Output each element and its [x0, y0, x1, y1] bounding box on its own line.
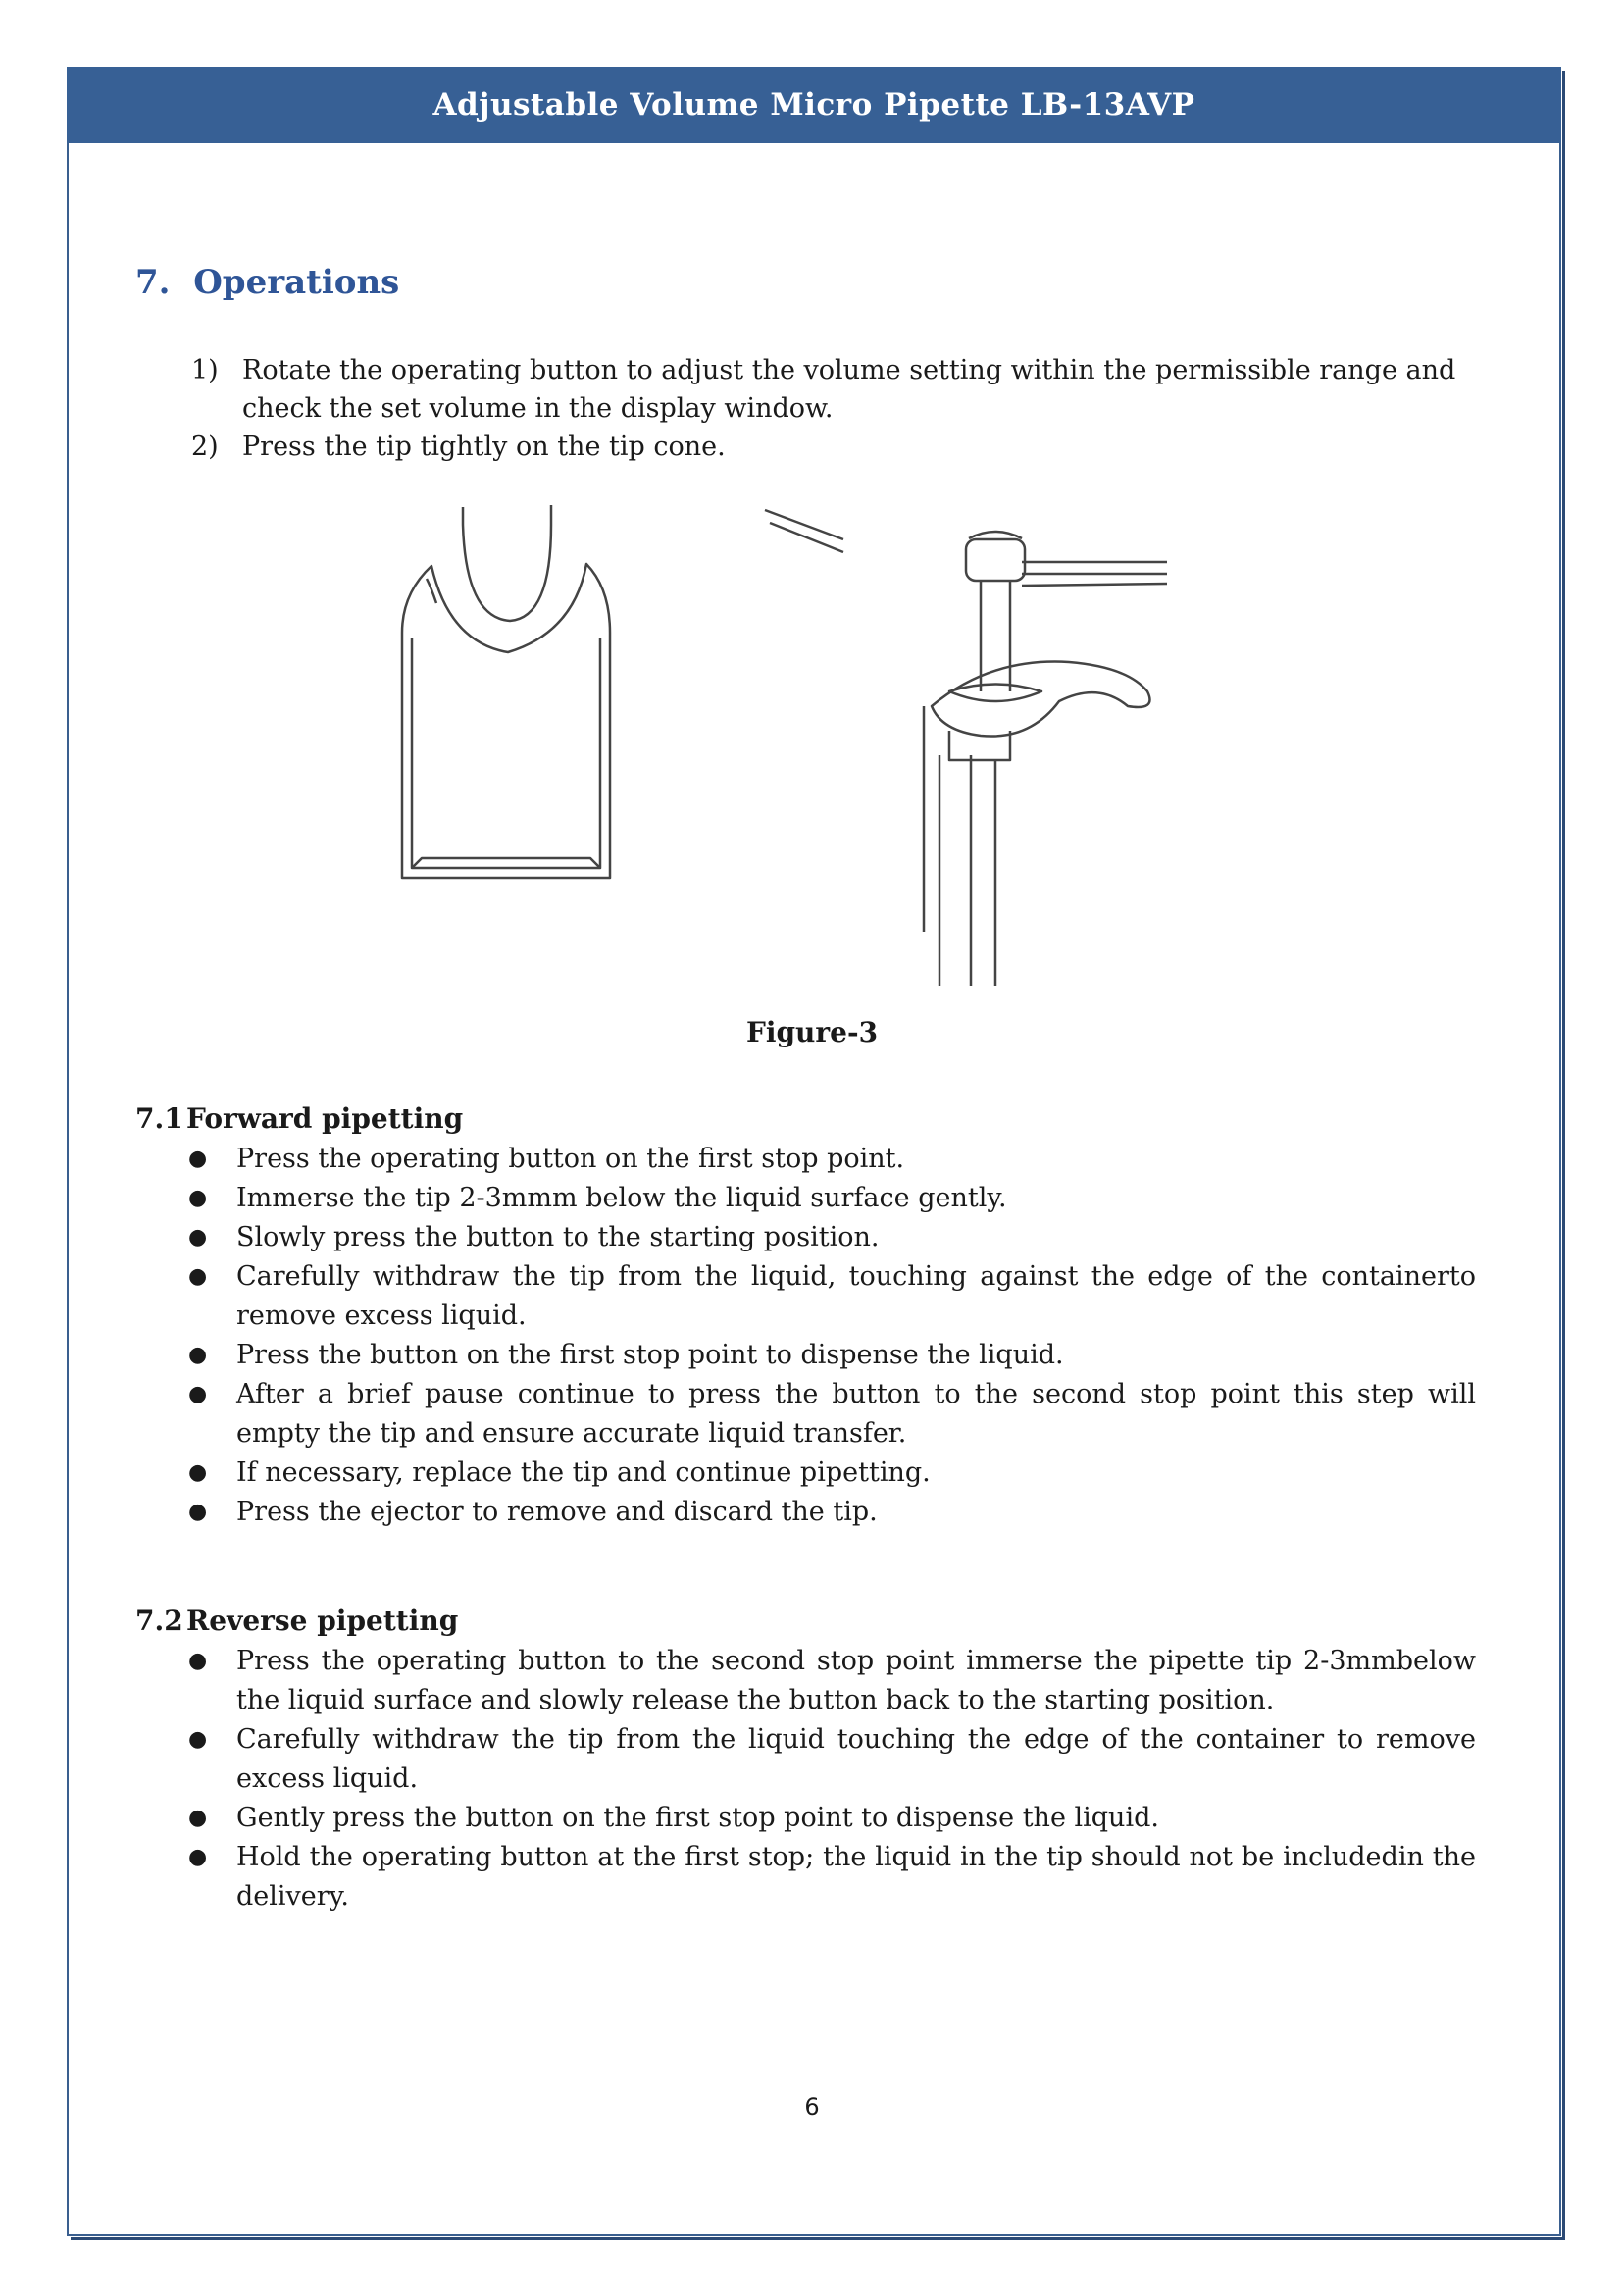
list-item-text: Hold the operating button at the first stop; the liquid in the tip should not be includedin the delivery. — [236, 1842, 1476, 1912]
bullet-icon: ● — [188, 1343, 208, 1367]
bullet-icon: ● — [188, 1806, 208, 1830]
header-title: Adjustable Volume Micro Pipette LB-13AVP — [432, 87, 1195, 123]
bullet-icon: ● — [188, 1649, 208, 1673]
subsection-number: 7.2 — [135, 1605, 183, 1637]
list-item-text: Press the operating button on the first stop point. — [236, 1144, 905, 1174]
list-item — [186, 1257, 1476, 1336]
step-text: Rotate the operating button to adjust the volume setting within the permissible range and check the set volume in the display window. — [242, 355, 1456, 424]
list-item-text: If necessary, replace the tip and continue pipetting. — [236, 1457, 931, 1488]
step-item — [191, 351, 1466, 428]
bullet-icon: ● — [188, 1845, 208, 1869]
subsection-heading-reverse — [135, 1605, 458, 1637]
list-item — [186, 1493, 1476, 1532]
list-item — [186, 1179, 1476, 1218]
list-item-text: Immerse the tip 2-3mmm below the liquid surface gently. — [236, 1183, 1007, 1213]
operation-steps — [191, 351, 1466, 466]
list-item — [186, 1838, 1476, 1916]
list-item — [186, 1454, 1476, 1493]
bullet-icon: ● — [188, 1382, 208, 1406]
header-bar — [67, 67, 1561, 143]
list-item-text: Press the operating button to the second stop point immerse the pipette tip 2-3mmbelow the liquid surface and slowly release the button back to the starting position. — [236, 1646, 1476, 1715]
bullet-icon: ● — [188, 1500, 208, 1524]
list-item — [186, 1720, 1476, 1799]
list-item-text: Slowly press the button to the starting position. — [236, 1222, 880, 1252]
list-item-text: After a brief pause continue to press the button to the second stop point this step will empty the tip and ensure accurate liquid transfer. — [236, 1379, 1476, 1449]
list-item — [186, 1336, 1476, 1375]
list-item-text: Carefully withdraw the tip from the liquid, touching against the edge of the containerto remove excess liquid. — [236, 1261, 1476, 1331]
page-number: 6 — [804, 2093, 820, 2120]
bullet-icon: ● — [188, 1225, 208, 1250]
subsection-number: 7.1 — [135, 1102, 183, 1135]
list-item — [186, 1140, 1476, 1179]
subsection-heading-forward — [135, 1102, 463, 1135]
subsection-title: Forward pipetting — [186, 1102, 464, 1135]
list-item-text: Carefully withdraw the tip from the liquid touching the edge of the container to remove excess liquid. — [236, 1724, 1476, 1794]
bullet-icon: ● — [188, 1727, 208, 1752]
list-item — [186, 1375, 1476, 1454]
figure-caption: Figure-3 — [745, 1016, 879, 1048]
bullet-icon: ● — [188, 1147, 208, 1171]
section-heading — [135, 263, 399, 302]
reverse-pipetting-list — [186, 1642, 1476, 1916]
bullet-icon: ● — [188, 1460, 208, 1485]
bullet-icon: ● — [188, 1264, 208, 1289]
list-item — [186, 1799, 1476, 1838]
list-item — [186, 1218, 1476, 1257]
list-item-text: Gently press the button on the first stop point to dispense the liquid. — [236, 1803, 1159, 1833]
section-number: 7. — [135, 263, 171, 302]
list-item-text: Press the ejector to remove and discard the tip. — [236, 1497, 878, 1527]
forward-pipetting-list — [186, 1140, 1476, 1532]
bullet-icon: ● — [188, 1186, 208, 1210]
list-item — [186, 1642, 1476, 1720]
figure-3-illustration — [382, 495, 1206, 991]
subsection-title: Reverse pipetting — [186, 1605, 459, 1637]
step-item — [191, 428, 1466, 466]
step-text: Press the tip tightly on the tip cone. — [242, 432, 726, 462]
step-number: 1) — [191, 355, 219, 385]
list-item-text: Press the button on the first stop point to dispense the liquid. — [236, 1340, 1064, 1370]
step-number: 2) — [191, 432, 219, 462]
section-title: Operations — [193, 263, 400, 302]
pipette-tip-drawing — [382, 495, 1206, 991]
